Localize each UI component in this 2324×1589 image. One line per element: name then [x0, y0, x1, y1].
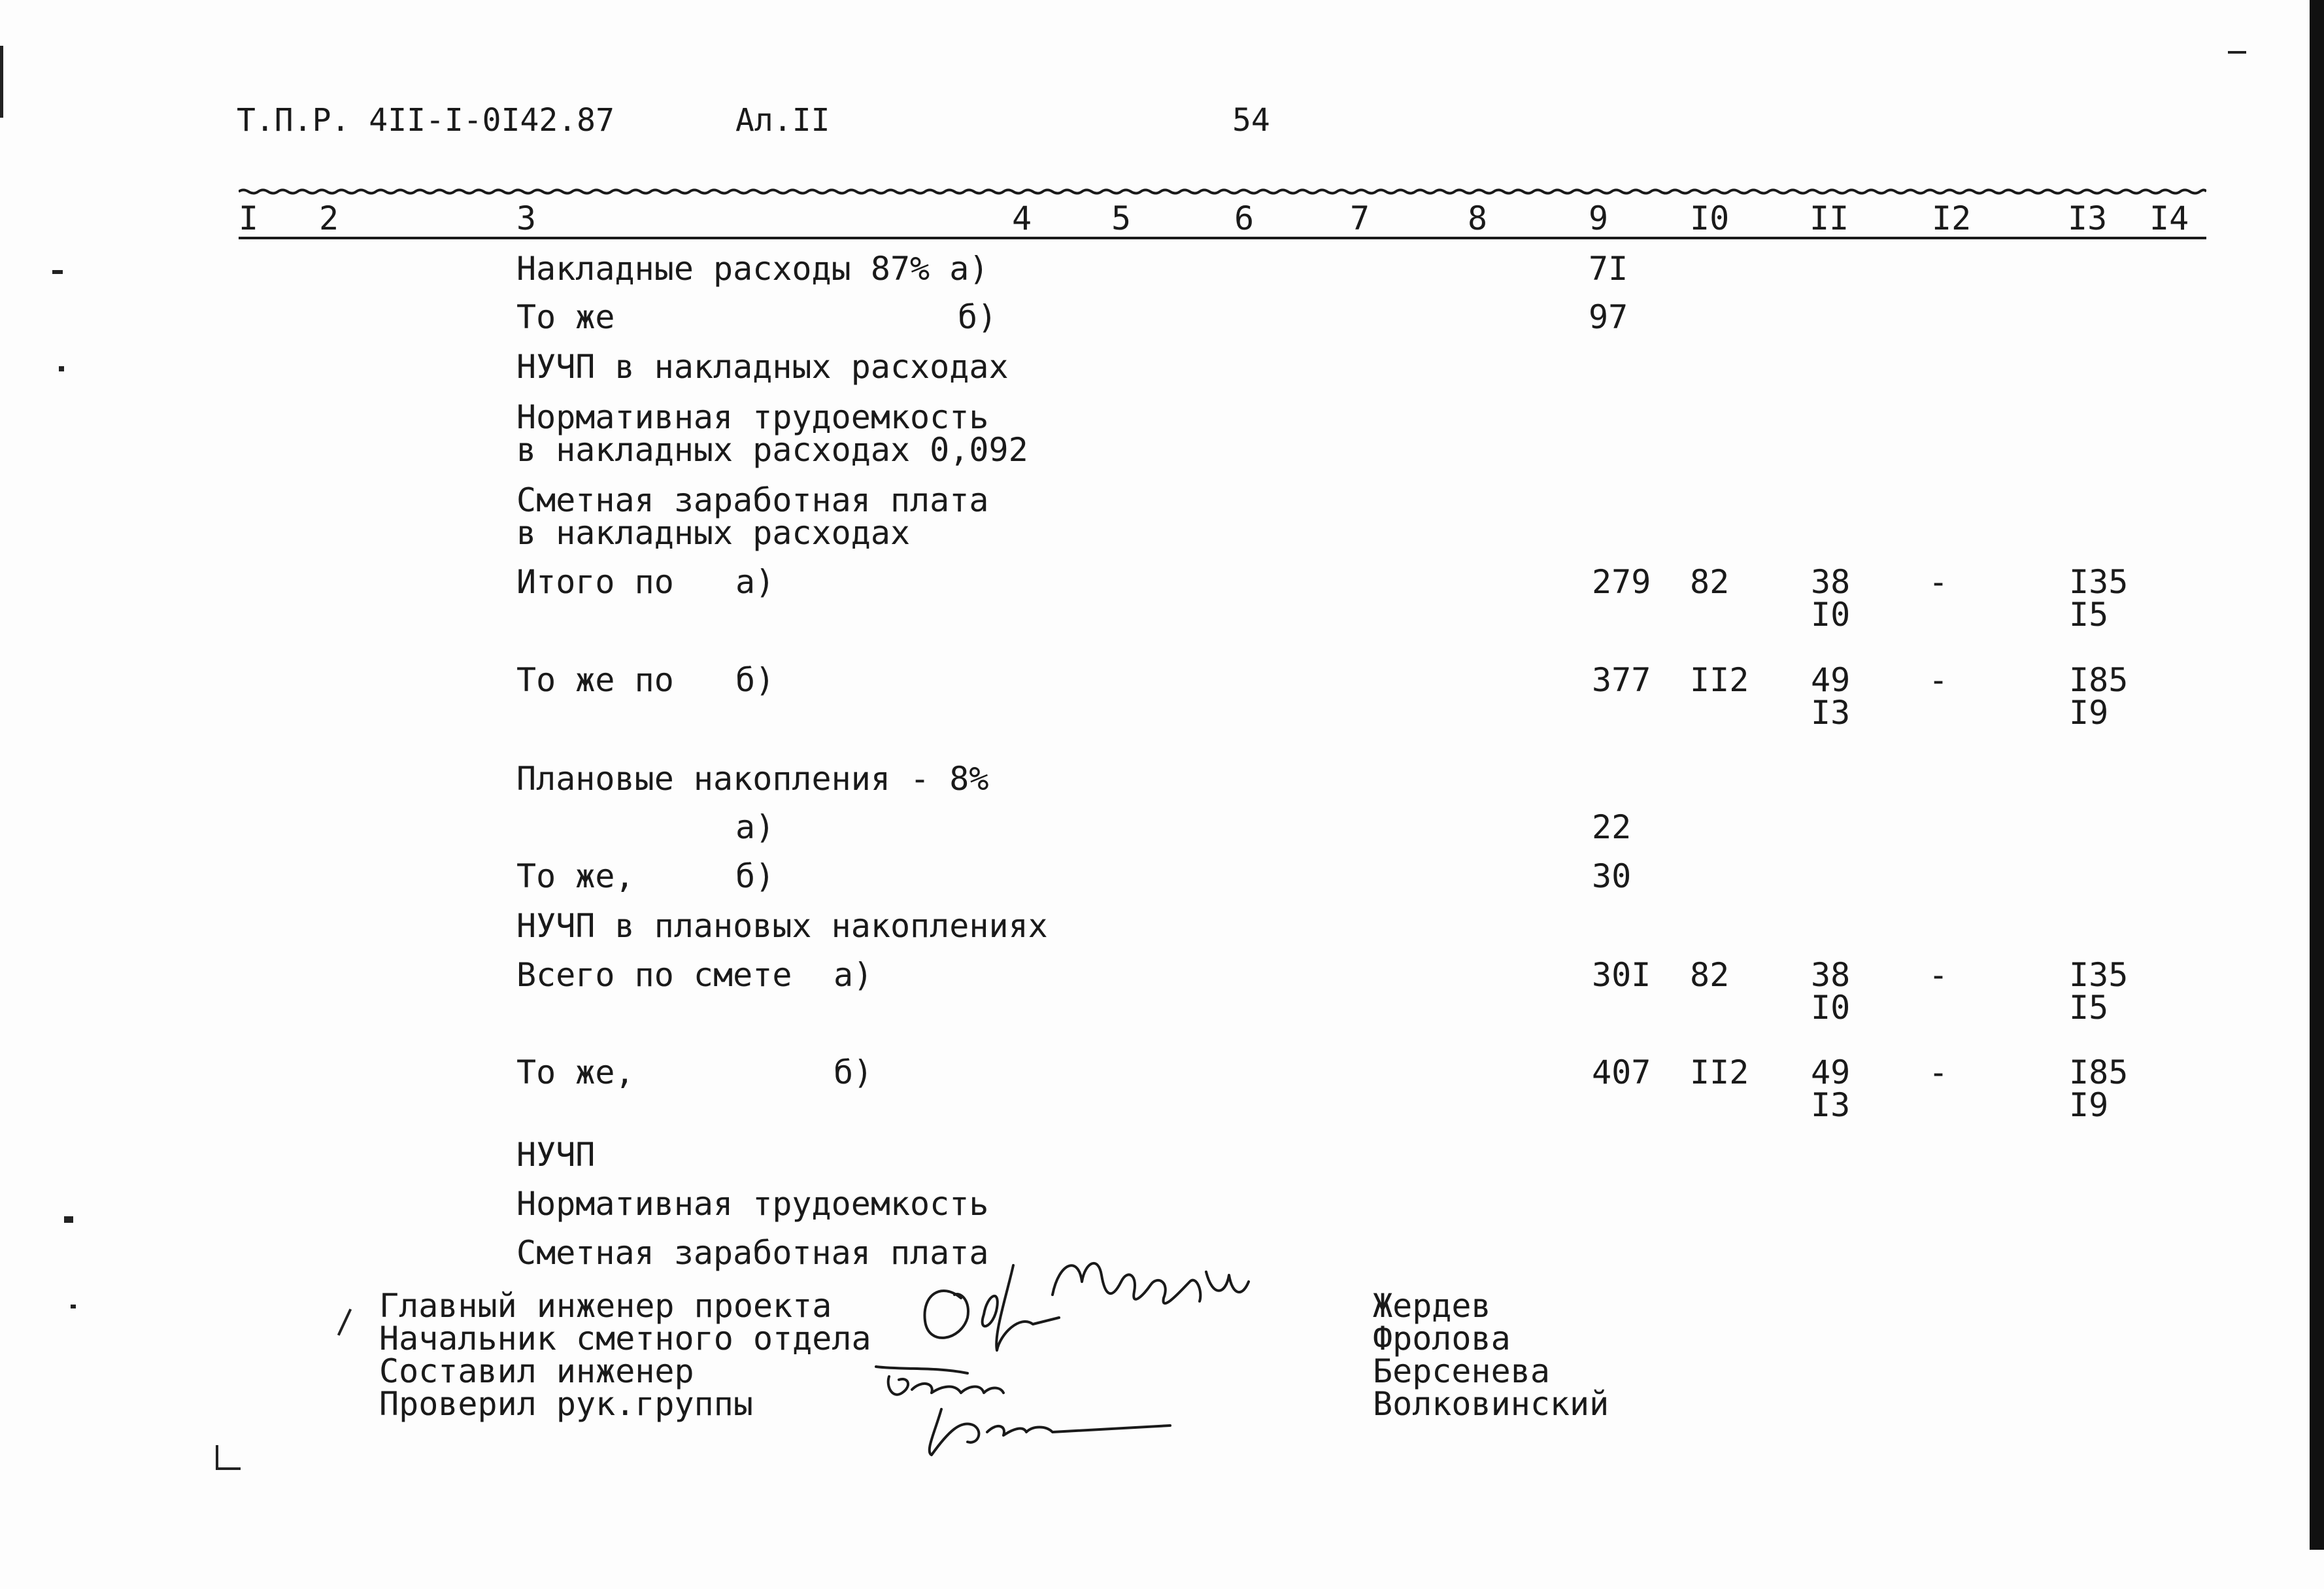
row-label: То же по	[516, 661, 674, 699]
column-header: I0	[1690, 199, 1730, 237]
cell-col9: 22	[1592, 808, 1632, 846]
cell-col10: 82	[1690, 563, 1730, 601]
row-label: Нормативная трудоемкость	[516, 398, 989, 436]
column-header: 8	[1468, 199, 1488, 237]
cell-col13-top: I35	[2069, 563, 2129, 601]
signature-role: Проверил рук.группы	[379, 1385, 753, 1423]
scan-mark	[64, 1216, 73, 1223]
row-variant: б)	[735, 857, 775, 895]
row-label-continued: в накладных расходах 0,092	[516, 431, 1028, 469]
cell-col10: 82	[1690, 956, 1730, 994]
cell-col13-bottom: I5	[2069, 989, 2109, 1027]
column-header: 7	[1350, 199, 1370, 237]
scan-edge-left	[0, 46, 3, 118]
cell-col11-bottom: I0	[1811, 596, 1851, 634]
scan-mark	[71, 1305, 76, 1308]
row-label: Плановые накопления - 8%	[516, 760, 989, 798]
cell-col10: II2	[1690, 661, 1749, 699]
scan-mark	[2228, 51, 2246, 54]
cell-col11-top: 49	[1811, 1053, 1851, 1091]
signature-role: Составил инженер	[379, 1352, 694, 1390]
row-variant: б)	[735, 661, 775, 699]
cell-col9: 30I	[1592, 956, 1651, 994]
row-variant: а)	[834, 956, 873, 994]
document-code: Т.П.Р. 4II-I-0I42.87	[237, 102, 615, 139]
scan-edge-right	[2310, 0, 2324, 1550]
signature-role: Начальник сметного отдела	[379, 1320, 871, 1358]
cell-col13-bottom: I9	[2069, 694, 2109, 732]
column-header: 3	[516, 199, 537, 237]
cell-col13-top: I85	[2069, 1053, 2129, 1091]
row-label: То же,	[516, 857, 635, 895]
cell-col11-top: 49	[1811, 661, 1851, 699]
cell-col9: 97	[1589, 298, 1628, 336]
row-label: Нормативная трудоемкость	[516, 1185, 989, 1223]
column-header: 5	[1111, 199, 1132, 237]
row-label: НУЧП в накладных расходах	[516, 348, 1009, 386]
row-label: Накладные расходы 87% а)	[516, 250, 989, 288]
row-variant: б)	[834, 1053, 873, 1091]
cell-col11-top: 38	[1811, 563, 1851, 601]
signatory-name: Волковинский	[1373, 1385, 1609, 1423]
cell-col12: -	[1928, 1053, 1949, 1091]
album-number: Ал.II	[735, 102, 830, 139]
row-label: НУЧП в плановых накоплениях	[516, 907, 1048, 945]
corner-mark	[216, 1445, 218, 1469]
cell-col9: 377	[1592, 661, 1651, 699]
scan-mark	[59, 366, 64, 371]
cell-col12: -	[1928, 563, 1949, 601]
column-header: I2	[1932, 199, 1972, 237]
column-header: 2	[319, 199, 339, 237]
table-top-rule	[239, 188, 2206, 195]
row-label: Сметная заработная плата	[516, 1234, 989, 1272]
cell-col12: -	[1928, 661, 1949, 699]
cell-col11-top: 38	[1811, 956, 1851, 994]
row-label: Итого по	[516, 563, 674, 601]
cell-col13-top: I85	[2069, 661, 2129, 699]
row-label: НУЧП	[516, 1136, 596, 1174]
cell-col9: 279	[1592, 563, 1651, 601]
column-header: 6	[1234, 199, 1255, 237]
handwritten-signatures	[863, 1236, 1373, 1471]
row-label: Всего по смете	[516, 956, 792, 994]
corner-mark	[216, 1467, 241, 1470]
scan-mark	[52, 270, 63, 274]
signature-role: Главный инженер проекта	[379, 1287, 832, 1325]
column-header: I4	[2149, 199, 2189, 237]
cell-col12: -	[1928, 956, 1949, 994]
table-header-rule	[239, 237, 2206, 239]
cell-col11-bottom: I0	[1811, 989, 1851, 1027]
cell-col9: 30	[1592, 857, 1632, 895]
cell-col10: II2	[1690, 1053, 1749, 1091]
column-header: II	[1810, 199, 1849, 237]
row-label: То же	[516, 298, 615, 336]
row-variant: а)	[735, 563, 775, 601]
cell-col9: 407	[1592, 1053, 1651, 1091]
signatory-name: Жердев	[1373, 1287, 1491, 1325]
column-header: 4	[1012, 199, 1032, 237]
cell-col11-bottom: I3	[1811, 1086, 1851, 1124]
cell-col13-top: I35	[2069, 956, 2129, 994]
cell-col11-bottom: I3	[1811, 694, 1851, 732]
row-label: То же,	[516, 1053, 635, 1091]
row-label-continued: в накладных расходах	[516, 514, 911, 552]
row-variant: а)	[735, 808, 775, 846]
column-header: 9	[1589, 199, 1609, 237]
cell-col13-bottom: I5	[2069, 596, 2109, 634]
column-header: I3	[2068, 199, 2108, 237]
signatory-name: Берсенева	[1373, 1352, 1550, 1390]
cell-col9: 7I	[1589, 250, 1628, 288]
row-variant: б)	[958, 298, 998, 336]
row-label: Сметная заработная плата	[516, 481, 989, 519]
cell-col13-bottom: I9	[2069, 1086, 2109, 1124]
scan-mark	[337, 1308, 352, 1336]
page-number: 54	[1232, 102, 1270, 139]
column-header: I	[239, 199, 259, 237]
signatory-name: Фролова	[1373, 1320, 1511, 1358]
